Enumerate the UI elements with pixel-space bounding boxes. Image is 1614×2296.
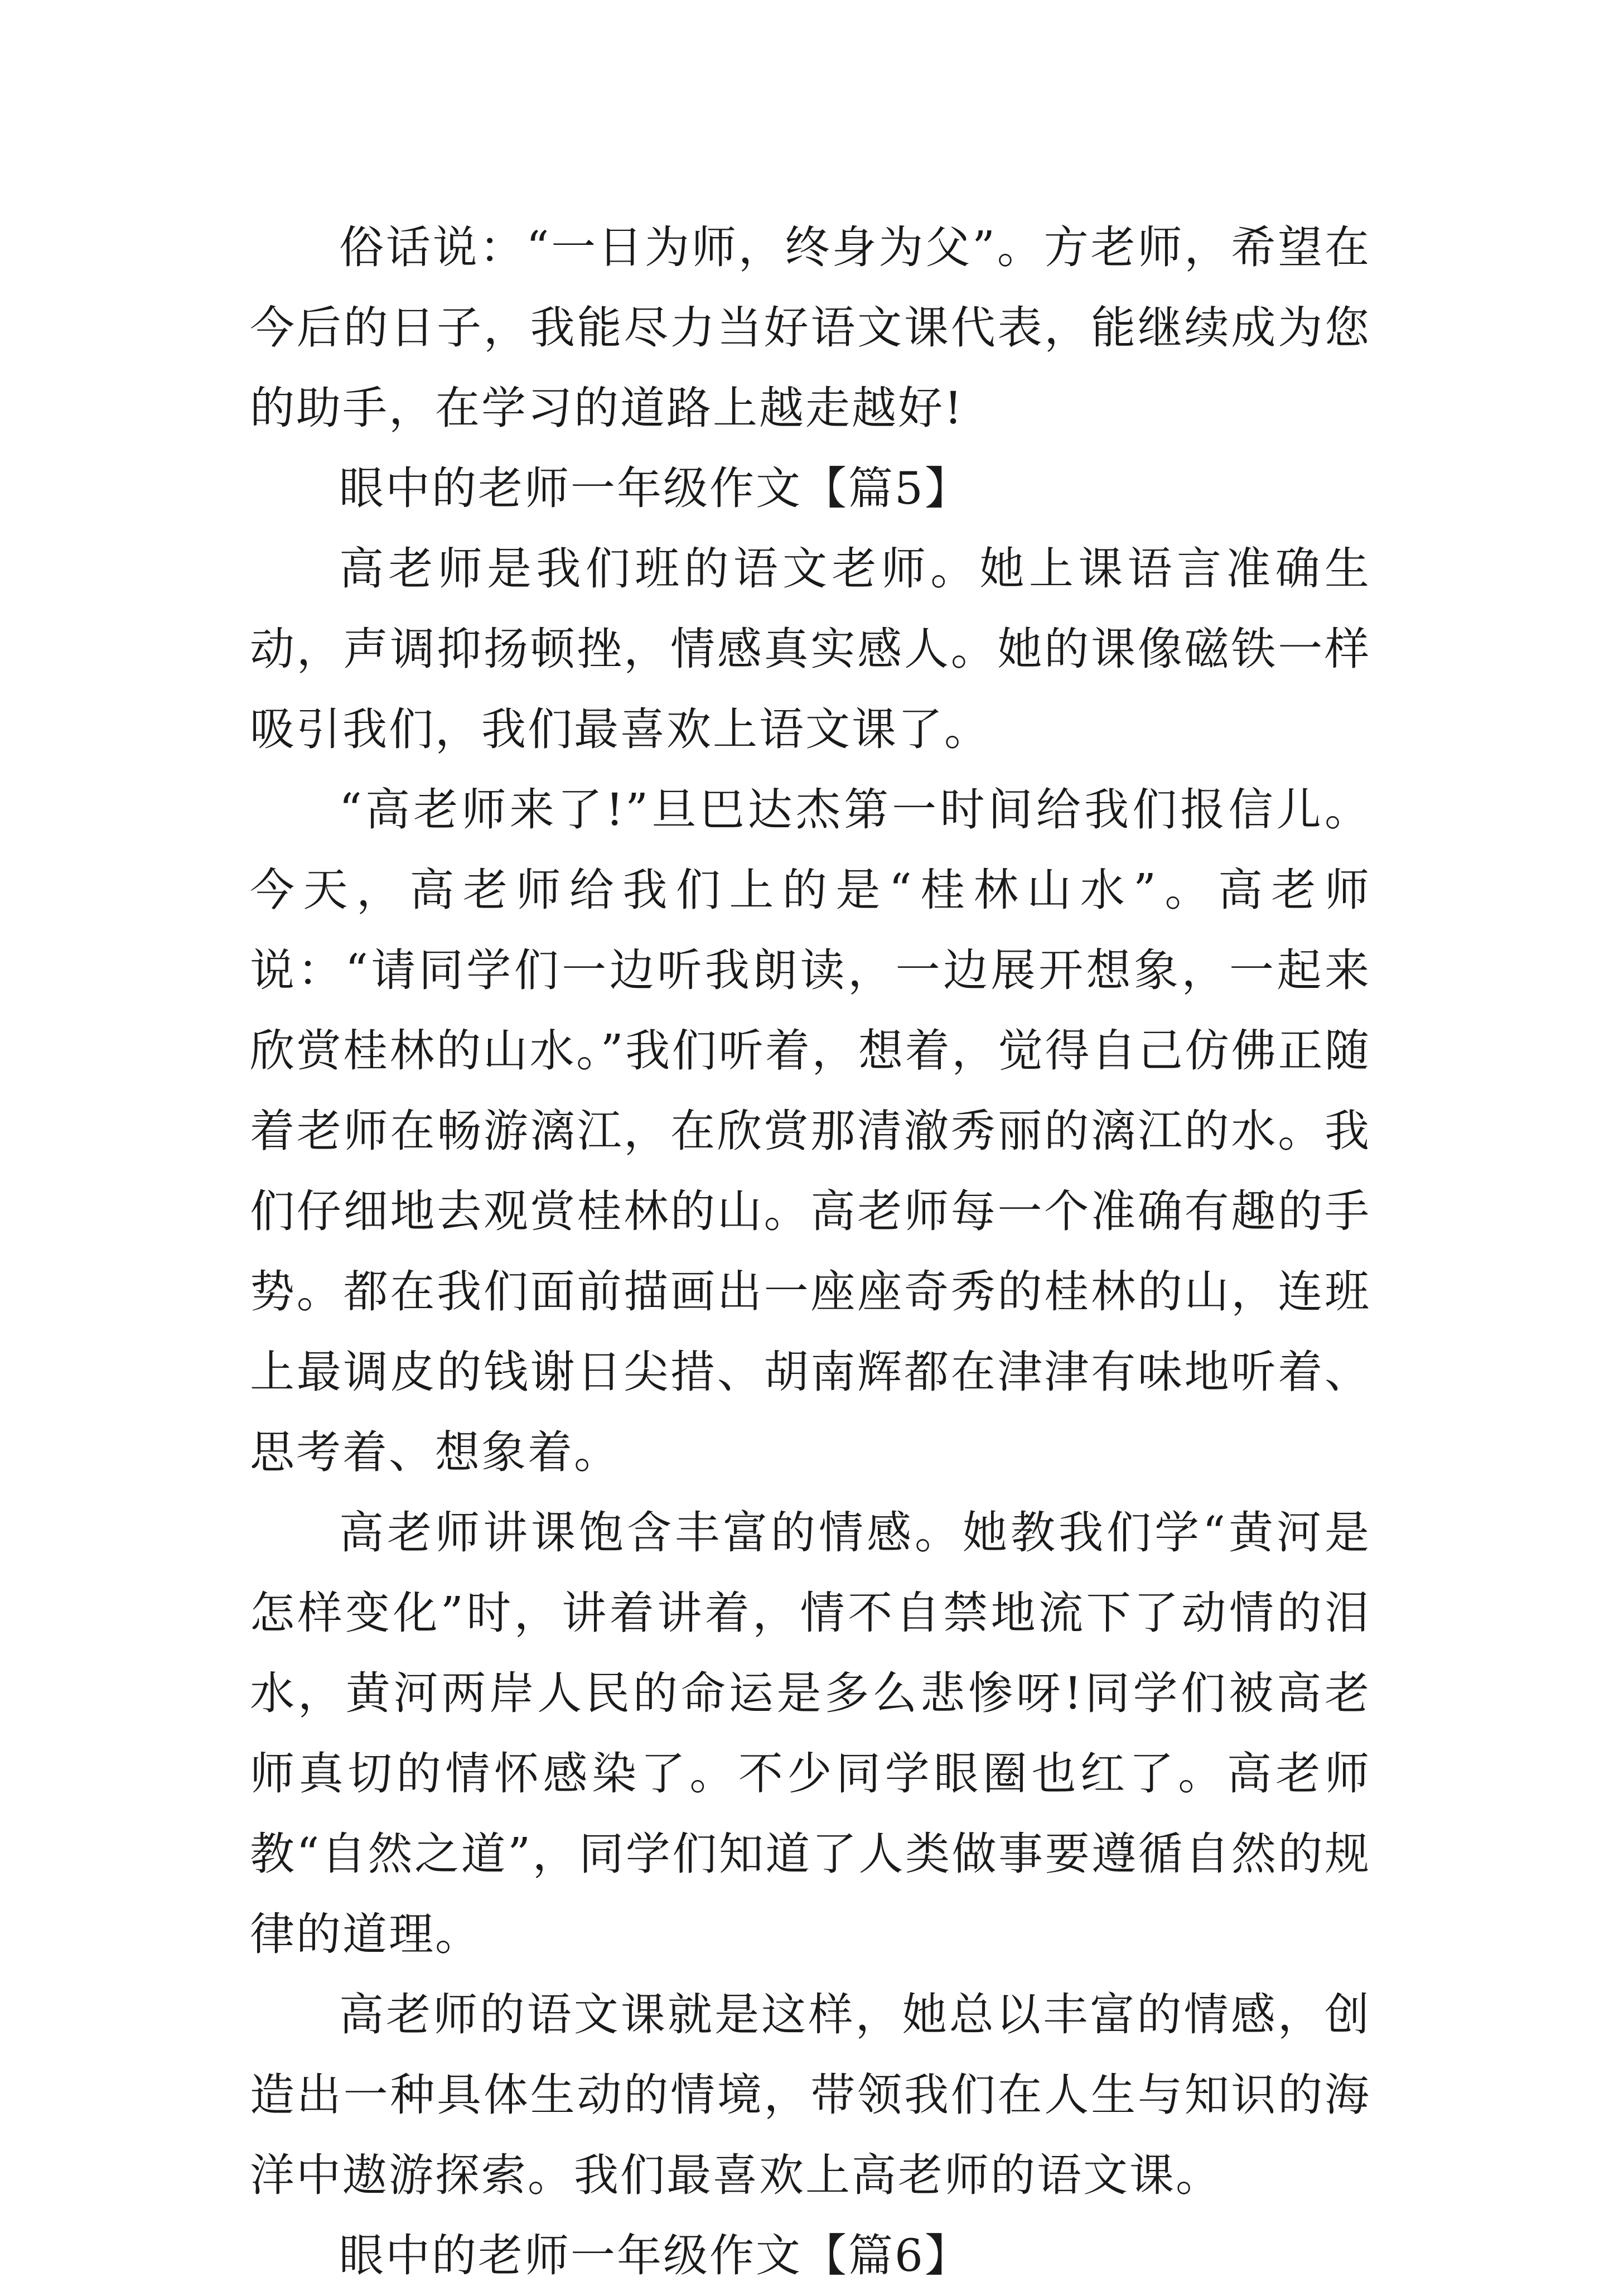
paragraph-teacher-intro: 高老师是我们班的语文老师。她上课语言准确生动，声调抑扬顿挫，情感真实感人。她的课像磁铁一样吸引我们，我们最喜欢上语文课了。 (250, 543, 1371, 755)
paragraph-guilin-lesson: “高老师来了!”旦巴达杰第一时间给我们报信儿。今天，高老师给我们上的是“桂林山水”。高老师说：“请同学们一边听我朗读，一边展开想象，一起来欣赏桂林的山水。”我们听着，想着，觉得自己仿佛正随着老师在畅游漓江，在欣赏那清澈秀丽的漓江的水。我们仔细地去观赏桂林的山。高老师每一个准确有趣的手势。都在我们面前描画出一座座奇秀的桂林的山，连班上最调皮的钱谢日尖措、胡南辉都在津津有味地听着、思考着、想象着。 (250, 784, 1371, 1478)
document-body (250, 208, 1371, 2296)
section-heading-6: 眼中的老师一年级作文【篇6】 (339, 2230, 971, 2281)
paragraph-conclusion: 高老师的语文课就是这样，她总以丰富的情感，创造出一种具体生动的情境，带领我们在人生与知识的海洋中遨游探索。我们最喜欢上高老师的语文课。 (250, 1989, 1371, 2201)
paragraph-emotional-teaching: 高老师讲课饱含丰富的情感。她教我们学“黄河是怎样变化”时，讲着讲着，情不自禁地流下了动情的泪水，黄河两岸人民的命运是多么悲惨呀!同学们被高老师真切的情怀感染了。不少同学眼圈也红了。高老师教“自然之道”，同学们知道了人类做事要遵循自然的规律的道理。 (250, 1507, 1371, 1960)
section-heading-5: 眼中的老师一年级作文【篇5】 (339, 462, 971, 514)
paragraph-proverb-closing: 俗话说：“一日为师，终身为父”。方老师，希望在今后的日子，我能尽力当好语文课代表，能继续成为您的助手，在学习的道路上越走越好! (250, 221, 1371, 434)
